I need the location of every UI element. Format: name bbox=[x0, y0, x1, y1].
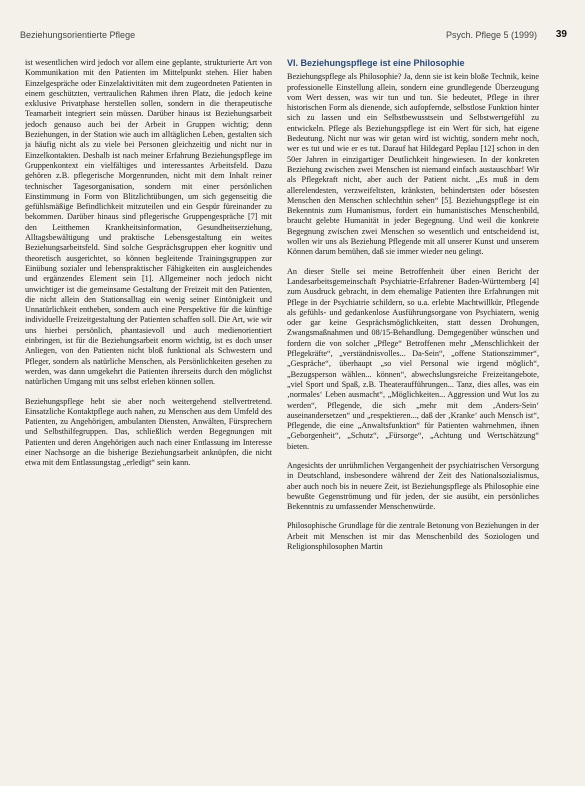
journal-citation: Psych. Pflege 5 (1999) bbox=[445, 30, 537, 40]
running-title: Beziehungsorientierte Pflege bbox=[20, 30, 136, 40]
right-paragraph-2: An dieser Stelle sei meine Betroffenheit über einen Bericht der Landesarbeitsgemeinschaft Psychiatrie-Erfahrener Baden-Württemberg [4] zum Ausdruck gebracht, in dem ehemalige Patienten ihre Erfahrungen mit Pflege in der Psychiatrie schildern, so u.a. erlebte Machtwillkür, Pflegende als gefühls- und gedankenlose Ausführungsorgane von Psychiatern, wenig oder gar keine Gesprächsmöglichkeiten, statt dessen Drohungen, Zwangsmaßnahmen und 08/15-Behandlung. Demgegenüber wünschen und fordern die von solcher „Pflege“ Betroffenen mehr „Menschlichkeit der Pflegekräfte“, „verständnisvolles... Da-Sein“, „offene Stationszimmer“, „Gespräche“, überhaupt „so viel Personal wie irgend möglich“, „Bezugsperson wählen... können“, abwechslungsreiche Freizeitangebote, „viel Sport und Spaß, z.B. Theateraufführungen... Tanz, dies alles, was ein ‚normales‘ Leben ausmacht“, „Möglichkeiten... Aggression und Wut los zu werden“, Pflegende, die sich „mehr mit dem ‚Anders-Sein‘ auseinandersetzen“ und „respektieren..., daß der ‚Kranke‘ auch Mensch ist“, Pflegende, die eine „Anwaltsfunktion“ für Patienten wahrnehmen, ihnen „Geborgenheit“, „Schutz“, „Fürsorge“, „Achtung und Wertschätzung“ bieten. bbox=[287, 266, 539, 451]
left-paragraph-1: ist wesentlichen wird jedoch vor allem eine geplante, strukturierte Art von Kommunikation mit den Patienten im Mittelpunkt stehen. Hier haben Einzelgespräche oder Einzelaktivitäten mit dem zugeordneten Patienten in einem geschützten, vertraulichen Rahmen ihren Platz, die jedoch keine exklusive Privatphase herstellen sollen, sondern in die therapeutische Teamarbeit integriert sein müssen. Darüber hinaus ist Beziehungsarbeit jedoch genauso auch bei der Arbeit in Gruppen wichtig; denn Beziehungen, in der Station wie auch im alltäglichen Leben, gestalten sich ja häufig nicht als zu viele bei Personen gleichzeitig und nicht nur in Einzelkontakten. Deshalb ist nach meiner Erfahrung Beziehungspflege im Gruppenkontext ein vielfältiges und interessantes Arbeitsfeld. Dazu gehören z.B. pflegerische Morgenrunden, nicht mit dem Inhalt reiner technischer Tagesorganisation, sondern mit einer persönlichen Einstimmung in Form von Blitzlichtübungen, um sich gegenseitig die gefühlsmäßige Befindlichkeit mitzuteilen und ein Gespür füreinander zu bekommen. Darüber hinaus sind pflegerische Gruppengespräche [7] mit den Leitthemen Krankheitsinformation, Gesundheitserziehung, Alltagsbewältigung und praktische Lebensgestaltung ein weites Beziehungsarbeitsfeld. Sind solche Gesprächsgruppen eher kognitiv und theoretisch ausgerichtet, so können begleitende Trainingsgruppen zur Einübung sozialer und lebenspraktischer Fähigkeiten ein ausgleichendes und ergänzendes Element sein [1]. Allgemeiner noch jedoch nicht unwichtiger ist die gemeinsame Gestaltung der Freizeit mit den Patienten, die nicht allein den Stationsalltag ein wenig seiner Eintönigkeit und Unnatürlichkeit entheben, sondern auch eine Perspektive für die künftige individuelle Freizeitgestaltung der Patienten schaffen soll. Die Art, wie wir uns hierbei persönlich, phantasievoll und auch medienorientiert einbringen, ist für die Beziehungsarbeit enorm wichtig, ist es doch unser Anliegen, von den Patienten nicht bloß funktional als Schwestern und Pfleger, sondern als natürliche Menschen, als Persönlichkeiten gesehen zu werden, was dann umgekehrt die Patienten ihrerseits durch den möglichst natürlichen Umgang mit uns selbst erleben können sollen. bbox=[25, 58, 272, 387]
right-paragraph-4: Philosophische Grundlage für die zentrale Betonung von Beziehungen in der Arbeit mit Menschen ist mir das Menschenbild des Soziologen und Religionsphilosophen Martin bbox=[287, 521, 539, 552]
right-paragraph-1: Beziehungspflege als Philosophie? Ja, denn sie ist kein bloße Technik, keine professionelle Einstellung allein, sondern eine grundlegende Überzeugung vom Wert dessen, was wir tun und tun. Sie bedeutet, Pflege in ihrer historischen Form als dienende, sich aufopfernde, selbstlose Funktion hinter sich zu lassen und ein Selbstbewusstsein und Selbstwertgefühl zu entwickeln. Pflege als Beziehungspflege ist ein Wert für sich, hat eigene Bedeutung. Nicht nur was wir getan wird ist wichtig, sondern mehr noch, wer es tut und wie er es tut. Darauf hat Hildegard Peplau [12] schon in den 50er Jahren in einzigartiger Deutlichkeit hingewiesen. In der konkreten Beziehung zwischen zwei Menschen ist niemand einfach austauschbar! Wir als Pflegekraft nicht, aber auch der Patient nicht. „Es muß in dem allerelendesten, verzweifeltsten, kränksten, behindertsten oder bösesten Menschen den Menschen schlechthin sehen“ [5]. Beziehungspflege ist ein Bekenntnis zum Humanismus, fordert ein humanistisches Menschenbild, braucht gelebte Humanität in jeder Begegnung. Und weil die konkrete Begegnung zwischen zwei Menschen so wesentlich und entscheidend ist, wollen wir uns als Beziehung Pflegende mit all unserer Kunst und unserem Können darum bemühen, daß sie immer wieder neu gelingt. bbox=[287, 72, 539, 257]
page-number: 39 bbox=[555, 29, 567, 40]
page-header bbox=[20, 30, 567, 44]
section-heading: VI. Beziehungspflege ist eine Philosophie bbox=[287, 58, 465, 68]
right-column bbox=[287, 58, 539, 762]
left-column bbox=[25, 58, 272, 762]
left-paragraph-2: Beziehungspflege hebt sie aber noch weitergehend stellvertretend. Einsatzliche Kontaktpflege auch nahen, zu Menschen aus dem Umfeld des Patienten, zu Angehörigen, ambulanten Diensten, Anwälten, Fürsprechern und Selbsthilfegruppen. Das, schließlich werden Begegnungen mit Patienten und deren Angehörigen auch nach einer Entlassung im Interesse einer Nachsorge an die bisherige Beziehungsarbeit anknüpfen, die nicht etwa mit dem Entlassungstag „erledigt“ sein kann. bbox=[25, 396, 272, 468]
right-paragraph-3: Angesichts der unrühmlichen Vergangenheit der psychiatrischen Versorgung in Deutschland, insbesondere während der Zeit des Nationalsozialismus, aber auch noch bis in neuere Zeit, ist Beziehungspflege als Philosophie eine bewußte Gegenströmung und für jeden, der sie ausübt, ein persönliches Bekenntnis zu umfassender Menschenwürde. bbox=[287, 460, 539, 512]
